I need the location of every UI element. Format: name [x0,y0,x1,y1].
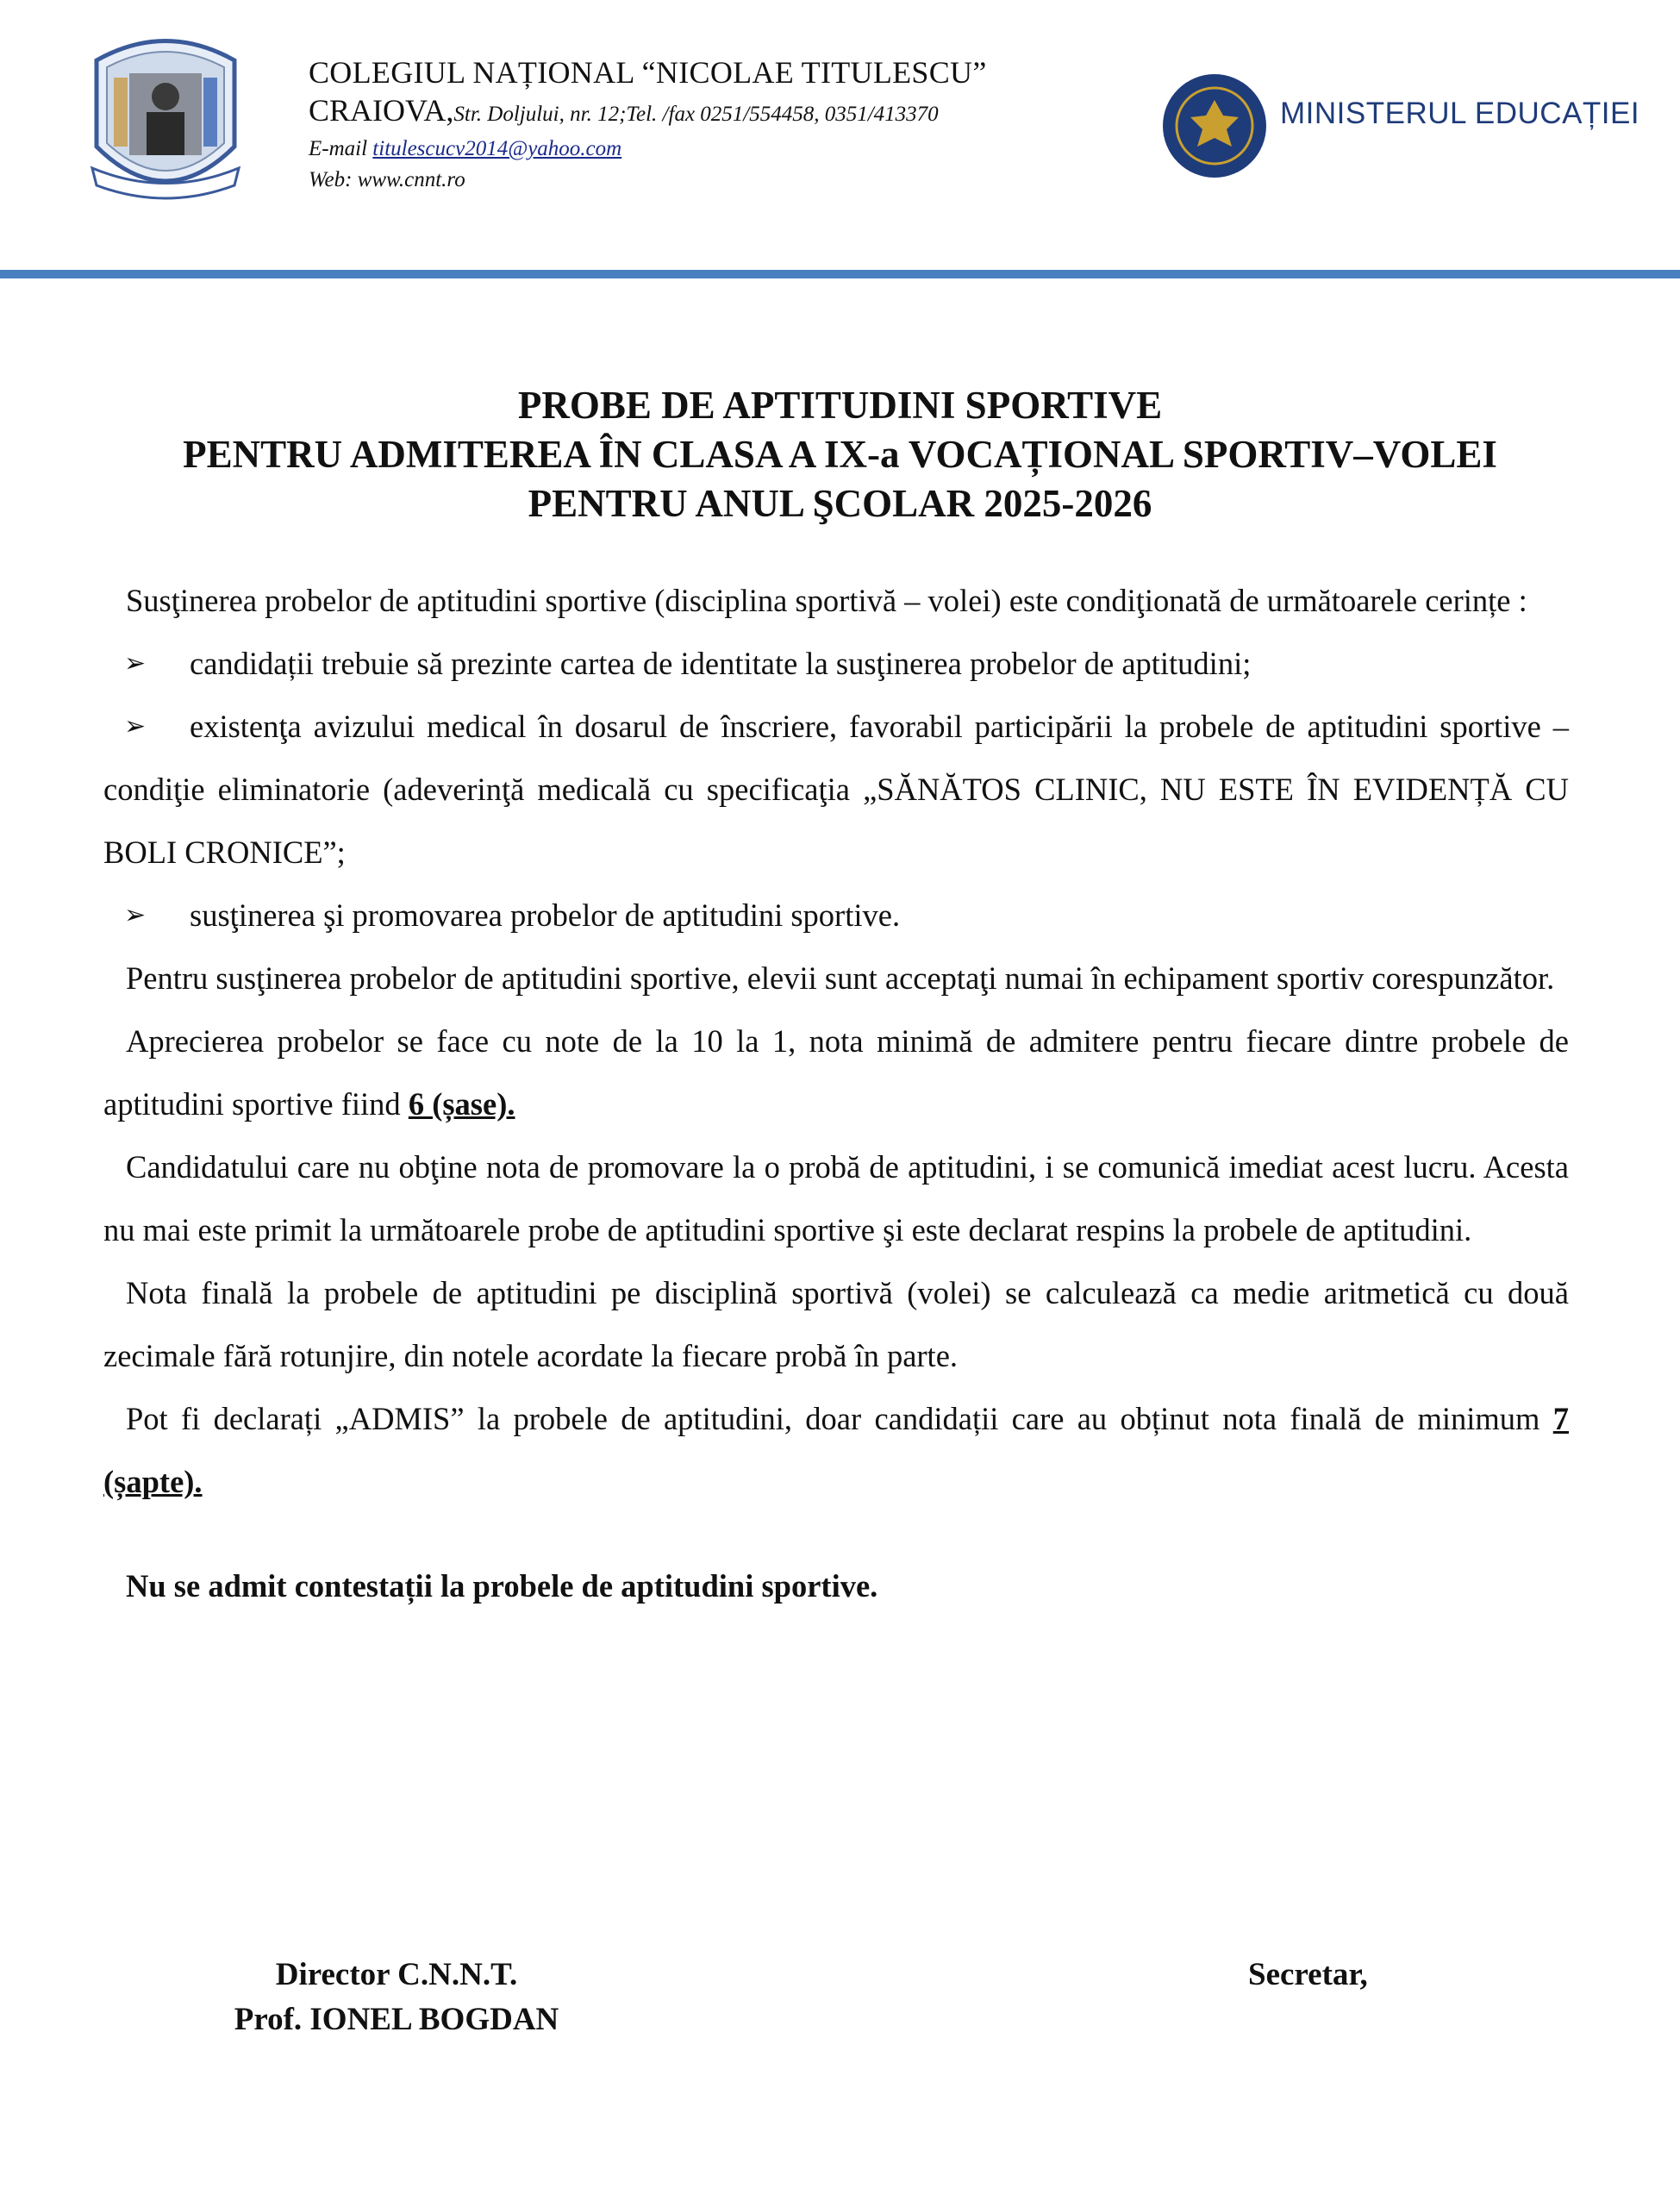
arrow-bullet-icon: ➢ [124,900,147,930]
school-city: CRAIOVA, [309,93,454,128]
director-name: Prof. IONEL BOGDAN [234,2002,559,2037]
arrow-bullet-icon: ➢ [124,648,147,678]
school-address: Str. Dolj​ului, nr. 12;Tel. /fax 0251/554458, 0351/413370 [453,103,939,126]
school-email-link[interactable]: titulescucv2014@yahoo.com [372,137,622,160]
school-name: COLEGIUL NAȚIONAL “NICOLAE TITULESCU” [309,55,987,90]
school-email-line [309,134,987,165]
bullet-item [103,632,1569,695]
school-crest-logo [79,26,252,216]
admission-minimum: 7 (șapte). [103,1401,1569,1499]
director-signature [181,1953,612,2042]
director-title: Director C.N.N.T. [275,1957,518,1992]
title-line-3: PENTRU ANUL ŞCOLAR 2025-2026 [528,482,1152,525]
admission-paragraph [103,1387,1569,1513]
bullet-item [103,695,1569,884]
government-seal-logo [1159,71,1270,181]
bullet-item [103,884,1569,947]
grading-paragraph [103,1010,1569,1135]
school-website: Web: www.cnnt.ro [309,168,465,191]
letterhead [0,0,1680,284]
minimum-grade: 6 (șase). [408,1086,515,1122]
title-line-1: PROBE DE APTITUDINI SPORTIVE [517,384,1163,427]
fail-paragraph: Candidatului care nu obţine nota de promovare la o probă de aptitudini, i se comunică imediat acest lucru. Acesta nu mai este primit la următoarele probe de aptitudini sportive şi este declarat respins la probele de aptitudini. [103,1149,1569,1247]
document-body [103,569,1569,1649]
bullet-text: candidații trebuie să prezinte cartea de identitate la susţinerea probelor de aptitudini; [190,646,1252,681]
admission-text: Pot fi declarați „ADMIS” la probele de aptitudini, doar candidații care au obținut nota finală de minimum [126,1401,1553,1436]
arrow-bullet-icon: ➢ [124,711,147,741]
equipment-paragraph: Pentru susţinerea probelor de aptitudini sportive, elevii sunt acceptaţi numai în echipament sportiv corespunzător. [126,960,1555,996]
header-divider [0,270,1680,278]
school-address-line [309,91,987,134]
school-info [309,53,987,196]
bullet-text: existenţa avizului medical în dosarul de înscriere, favorabil participării la probele de aptitudini sportive – condiţie eliminatorie (adeverinţă medicală cu specificaţia „SĂNĂTOS CLINIC, NU ESTE ÎN EVIDENȚĂ CU BOLI CRONICE”; [103,709,1569,870]
intro-paragraph: Susţinerea probelor de aptitudini sportive (disciplina sportivă – volei) este condiţionată de următoarele cerințe : [126,583,1527,618]
title-line-2: PENTRU ADMITEREA ÎN CLASA A IX-a VOCAȚIONAL SPORTIV–VOLEI [183,433,1497,476]
ministry-name: MINISTERUL EDUCAȚIEI [1280,97,1640,130]
secretary-signature: Secretar, [1248,1957,1368,1992]
email-label: E-mail [309,137,373,160]
final-grade-paragraph: Nota finală la probele de aptitudini pe disciplină sportivă (volei) se calculează ca medie aritmetică cu două zecimale fără rotunjire, din notele acordate la fiecare probă în parte. [103,1275,1569,1373]
bullet-text: susţinerea şi promovarea probelor de aptitudini sportive. [190,897,901,933]
grading-text: Aprecierea probelor se face cu note de la 10 la 1, nota minimă de admitere pentru fiecare dintre probele de aptitudini sportive fiind [103,1023,1569,1122]
document-title [0,381,1680,528]
no-appeals-notice: Nu se admit contestații la probele de aptitudini sportive. [126,1568,878,1604]
